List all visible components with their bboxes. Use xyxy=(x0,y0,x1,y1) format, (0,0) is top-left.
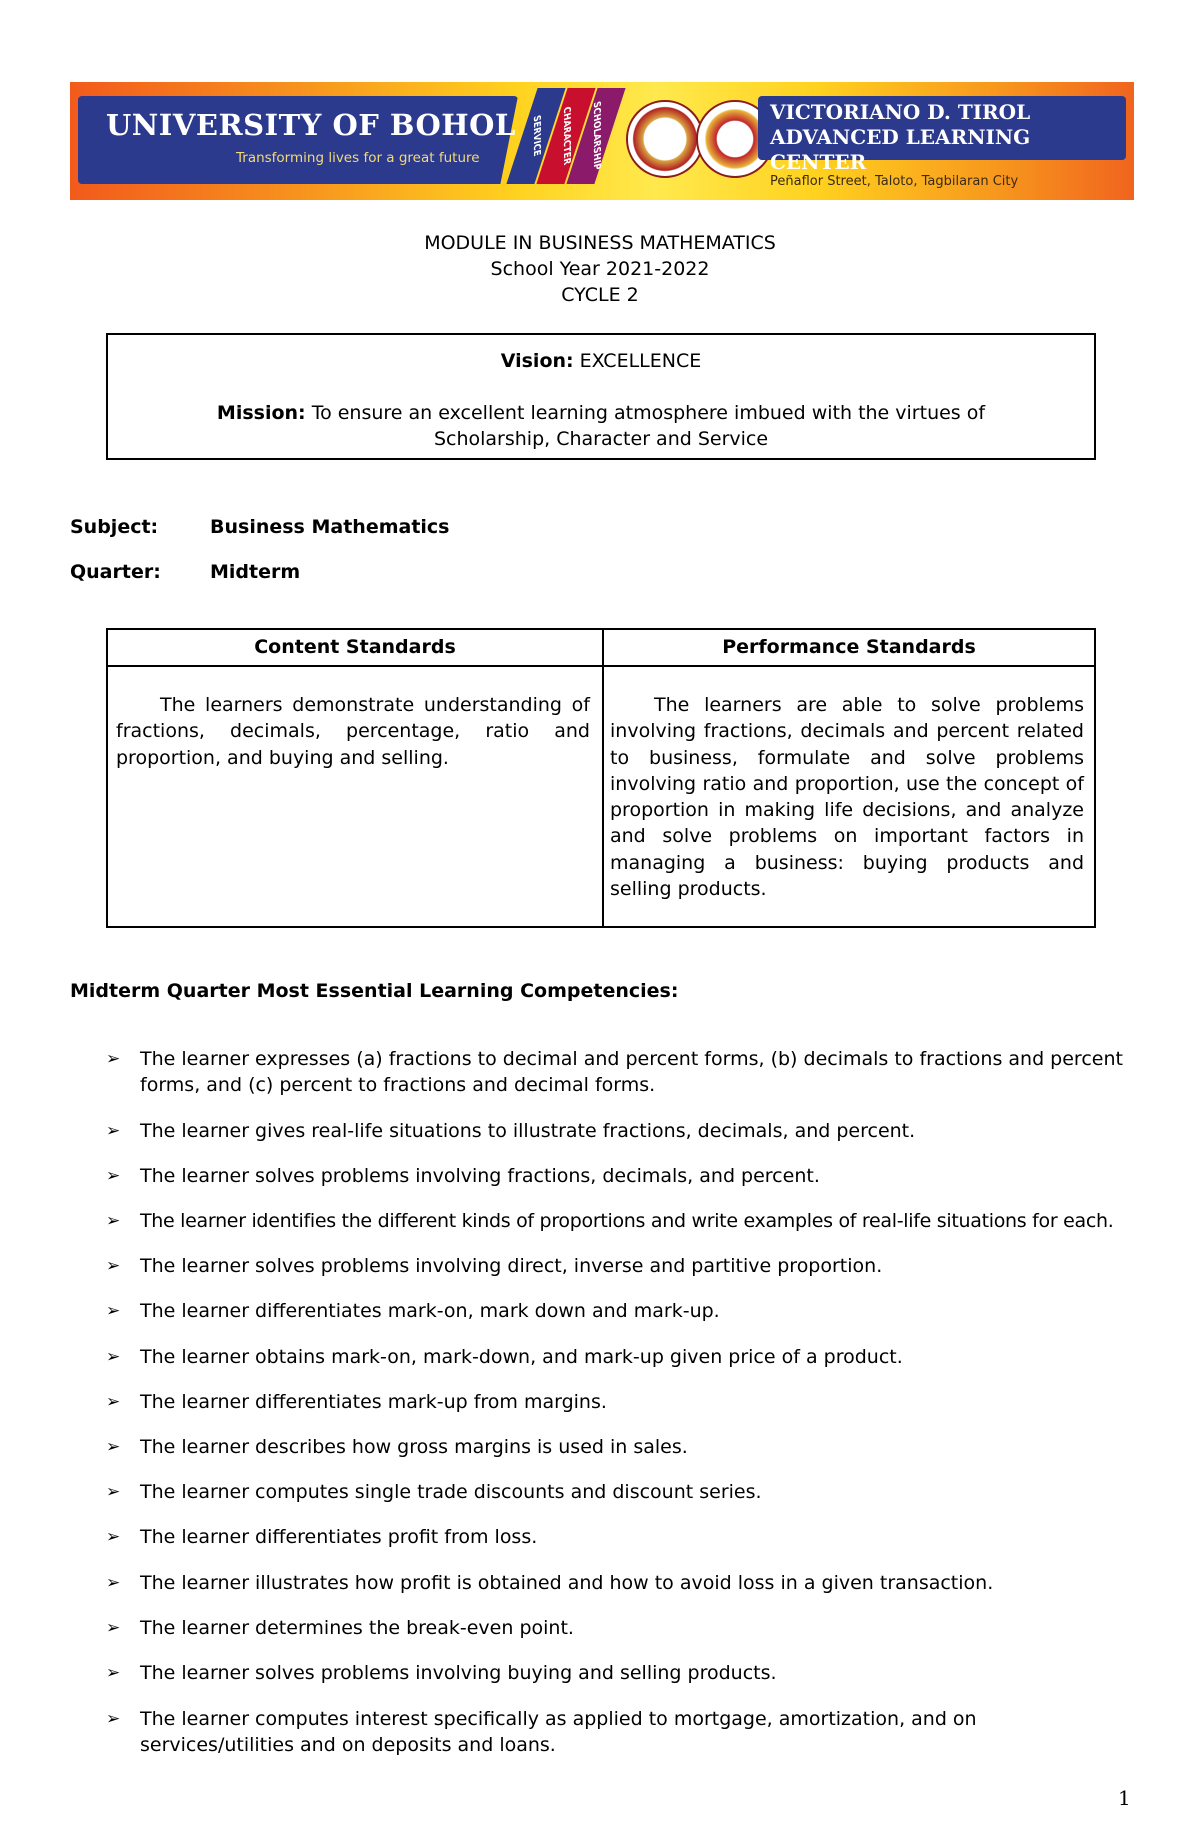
list-item: ➢ The learner identifies the different kinds of proportions and write examples of real-life situations for each. xyxy=(106,1210,1114,1232)
quarter-label: Quarter: xyxy=(70,561,161,583)
arrow-bullet-icon: ➢ xyxy=(106,1301,121,1321)
ribbon-character: CHARACTER xyxy=(536,88,595,184)
list-item: ➢ The learner differentiates mark-up from margins. xyxy=(106,1391,607,1413)
ribbon-scholarship: SCHOLARSHIP xyxy=(566,88,625,184)
list-item: ➢ The learner illustrates how profit is obtained and how to avoid loss in a given transaction. xyxy=(106,1572,994,1594)
quarter-value: Midterm xyxy=(210,561,301,583)
mission-text: To ensure an excellent learning atmosphere imbued with the virtues of Scholarship, Character and Service xyxy=(311,402,986,450)
list-item: ➢ The learner differentiates profit from loss. xyxy=(106,1526,538,1548)
arrow-bullet-icon: ➢ xyxy=(106,1166,121,1186)
performance-standards-header: Performance Standards xyxy=(722,636,976,658)
arrow-bullet-icon: ➢ xyxy=(106,1663,121,1683)
arrow-bullet-icon: ➢ xyxy=(106,1618,121,1638)
list-item: ➢ The learner computes interest specifically as applied to mortgage, amortization, and on services/utilities and on deposits and loans. xyxy=(106,1708,977,1756)
arrow-bullet-icon: ➢ xyxy=(106,1256,121,1276)
content-standards-header: Content Standards xyxy=(254,636,456,658)
university-name: UNIVERSITY OF BOHOL xyxy=(106,108,516,142)
arrow-bullet-icon: ➢ xyxy=(106,1121,121,1141)
arrow-bullet-icon: ➢ xyxy=(106,1437,121,1457)
content-standards-text: The learners demonstrate understanding of fractions, decimals, percentage, ratio and proportion, and buying and selling. xyxy=(116,694,590,769)
mission-label: Mission: xyxy=(216,402,306,424)
title-line-2: School Year 2021-2022 xyxy=(490,258,710,280)
performance-standards-text: The learners are able to solve problems involving fractions, decimals and percent related to business, formulate and solve problems involving ratio and proportion, use the concept of proportion in making life decisions, and analyze and solve problems on important factors in managing a business: buying products and selling products. xyxy=(610,694,1084,901)
list-item: ➢ The learner solves problems involving fractions, decimals, and percent. xyxy=(106,1165,820,1187)
title-line-3: CYCLE 2 xyxy=(561,284,639,306)
subject-value: Business Mathematics xyxy=(210,516,450,538)
arrow-bullet-icon: ➢ xyxy=(106,1347,121,1367)
page-number: 1 xyxy=(1118,1786,1131,1810)
list-item: ➢ The learner obtains mark-on, mark-down, and mark-up given price of a product. xyxy=(106,1346,903,1368)
vision-text: EXCELLENCE xyxy=(579,350,702,372)
subject-label: Subject: xyxy=(70,516,159,538)
university-tagline: Transforming lives for a great future xyxy=(236,150,480,166)
center-name: VICTORIANO D. TIROL ADVANCED LEARNING CENTER xyxy=(770,100,1031,174)
list-item: ➢ The learner differentiates mark-on, mark down and mark-up. xyxy=(106,1300,720,1322)
competencies-heading: Midterm Quarter Most Essential Learning Competencies: xyxy=(70,980,679,1002)
arrow-bullet-icon: ➢ xyxy=(106,1482,121,1502)
arrow-bullet-icon: ➢ xyxy=(106,1392,121,1412)
list-item: ➢ The learner gives real-life situations to illustrate fractions, decimals, and percent. xyxy=(106,1120,916,1142)
arrow-bullet-icon: ➢ xyxy=(106,1527,121,1547)
list-item: ➢ The learner determines the break-even point. xyxy=(106,1617,574,1639)
vision-label: Vision: xyxy=(500,350,574,372)
list-item: ➢ The learner solves problems involving buying and selling products. xyxy=(106,1662,777,1684)
arrow-bullet-icon: ➢ xyxy=(106,1573,121,1593)
arrow-bullet-icon: ➢ xyxy=(106,1211,121,1231)
title-line-1: MODULE IN BUSINESS MATHEMATICS xyxy=(424,232,776,254)
ribbon-service: SERVICE xyxy=(506,88,565,184)
arrow-bullet-icon: ➢ xyxy=(106,1049,121,1069)
arrow-bullet-icon: ➢ xyxy=(106,1709,121,1729)
center-address: Peñaflor Street, Taloto, Tagbilaran City xyxy=(770,174,1019,189)
list-item: ➢ The learner solves problems involving direct, inverse and partitive proportion. xyxy=(106,1255,883,1277)
list-item: ➢ The learner computes single trade discounts and discount series. xyxy=(106,1481,762,1503)
list-item: ➢ The learner expresses (a) fractions to decimal and percent forms, (b) decimals to fractions and percent forms, and (c) percent to fractions and decimal forms. xyxy=(106,1048,1123,1096)
list-item: ➢ The learner describes how gross margins is used in sales. xyxy=(106,1436,688,1458)
